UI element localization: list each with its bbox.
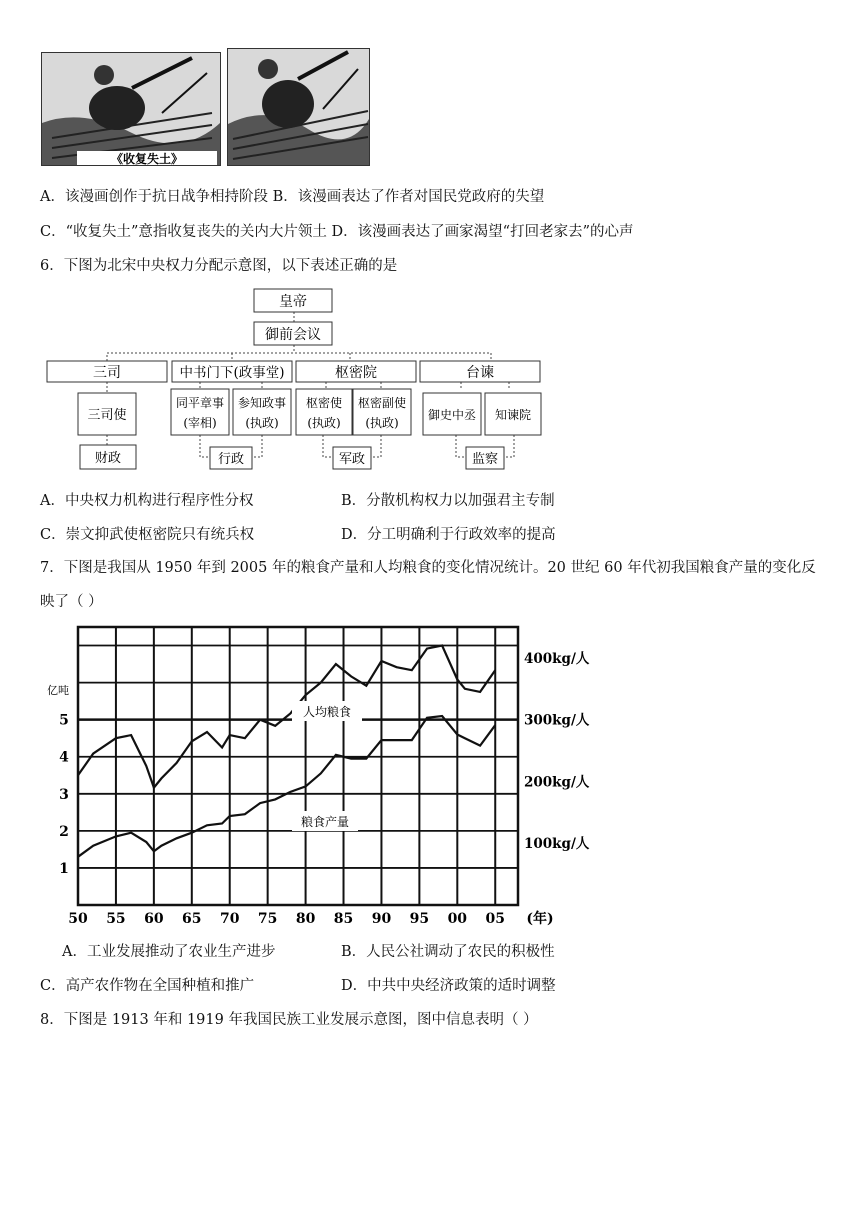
y-right-tick-label: 100kg/人 [524, 836, 590, 853]
org-official-yushizhongcheng: 御史中丞 [427, 408, 477, 422]
y-left-tick-label: 3 [59, 786, 69, 803]
org-official-tongpingzhangshi: 同平章事 [175, 396, 225, 410]
series-label-per-capita: 人均粮食 [302, 705, 352, 719]
org-official-canzhizhengshi: 参知政事 [237, 396, 287, 410]
x-tick-label: 75 [257, 911, 278, 927]
org-official-tongpingzhangshi-note: (宰相) [183, 416, 217, 430]
x-tick-label: 50 [68, 911, 88, 927]
y-left-tick-label: 1 [59, 860, 69, 877]
org-emperor: 皇帝 [279, 294, 307, 310]
x-tick-label: 60 [144, 911, 164, 927]
org-official-canzhizhengshi-note: (执政) [245, 416, 279, 430]
q7-option-b[interactable]: B．人民公社调动了农民的积极性 [341, 944, 555, 960]
q6-option-d[interactable]: D．分工明确利于行政效率的提高 [341, 527, 556, 543]
x-tick-label: 70 [219, 911, 240, 927]
q7-option-d[interactable]: D．中共中央经济政策的适时调整 [341, 978, 556, 994]
q5-options-line2: C．“收复失土”意指收复丧失的关内大片领土 D．该漫画表达了画家渴望“打回老家去”的心声 [40, 224, 634, 240]
org-function-finance: 财政 [94, 451, 122, 466]
series-label-output: 粮食产量 [300, 815, 350, 829]
x-tick-label: 05 [485, 911, 505, 927]
y-left-tick-label: 4 [59, 749, 69, 766]
org-branch-taijian: 台谏 [466, 365, 494, 381]
org-branch-zhongshu: 中书门下(政事堂) [179, 365, 285, 381]
q7-option-c[interactable]: C．高产农作物在全国种植和推广 [40, 978, 255, 994]
org-official-shumishi: 枢密使 [305, 396, 343, 410]
q6-option-c[interactable]: C．崇文抑武使枢密院只有统兵权 [40, 527, 255, 543]
y-left-tick-label: 2 [59, 823, 69, 840]
q8-stem: 8．下图是 1913 年和 1919 年我国民族工业发展示意图，图中信息表明（ ） [40, 1012, 538, 1028]
x-tick-label: 80 [295, 911, 316, 927]
y-right-tick-label: 300kg/人 [524, 712, 590, 729]
x-tick-label: 85 [333, 911, 354, 927]
org-function-admin: 行政 [217, 452, 245, 467]
q6-option-b[interactable]: B．分散机构权力以加强君主专制 [341, 493, 555, 509]
q6-stem: 6．下图为北宋中央权力分配示意图，以下表述正确的是 [40, 258, 398, 274]
org-branch-shumiyuan: 枢密院 [335, 365, 377, 381]
x-tick-label: 55 [106, 911, 126, 927]
y-right-tick-label: 200kg/人 [524, 774, 590, 791]
x-tick-label: 90 [371, 911, 392, 927]
power-distribution-diagram [40, 285, 550, 475]
org-official-sansishi: 三司使 [87, 408, 127, 423]
cartoon-drawing-right [228, 49, 369, 165]
y-left-axis-label: 亿吨 [47, 684, 69, 698]
x-tick-label: 00 [447, 911, 468, 927]
org-official-zhijianyuan: 知谏院 [494, 408, 532, 422]
q5-options-line1: A．该漫画创作于抗日战争相持阶段 B．该漫画表达了作者对国民党政府的失望 [40, 189, 545, 205]
org-official-shumifushi: 枢密副使 [357, 396, 407, 410]
x-axis-label: (年) [526, 911, 554, 927]
q6-option-a[interactable]: A．中央权力机构进行程序性分权 [40, 493, 254, 509]
q7-option-a[interactable]: A．工业发展推动了农业生产进步 [62, 944, 276, 960]
y-left-tick-label: 5 [59, 712, 69, 729]
x-tick-label: 95 [409, 911, 430, 927]
org-function-supervision: 监察 [471, 452, 499, 467]
cartoon-drawing-left [42, 53, 220, 165]
cartoon-caption: 《收复失土》 [110, 152, 184, 165]
grain-chart [40, 615, 600, 930]
q7-stem-line2: 映了（ ） [40, 594, 103, 610]
cartoon-image-right [227, 48, 370, 166]
x-tick-label: 65 [182, 911, 202, 927]
org-official-shumishi-note: (执政) [307, 416, 341, 430]
cartoon-image-left [41, 52, 221, 166]
org-council: 御前会议 [265, 327, 321, 343]
q7-stem-line1: 7．下图是我国从 1950 年到 2005 年的粮食产量和人均粮食的变化情况统计。20 世纪 60 年代初我国粮食产量的变化反 [40, 560, 816, 576]
org-official-shumifushi-note: (执政) [365, 416, 399, 430]
org-function-military: 军政 [338, 452, 366, 467]
org-branch-sansi: 三司 [93, 365, 121, 381]
y-right-tick-label: 400kg/人 [524, 650, 590, 667]
